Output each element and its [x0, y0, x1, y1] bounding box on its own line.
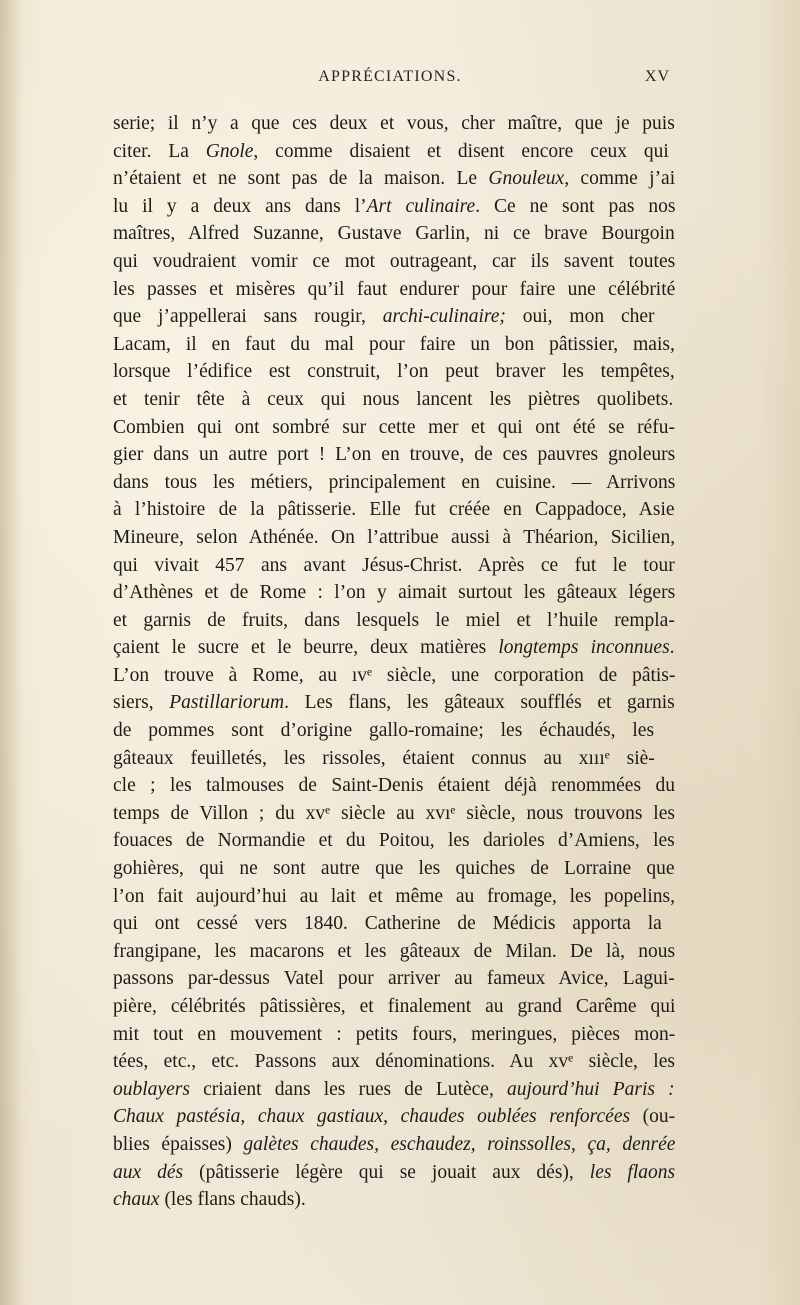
- text-line: [113, 441, 675, 469]
- text-line: [113, 1021, 675, 1049]
- text-line: [113, 800, 675, 828]
- text-line: [113, 772, 675, 800]
- text-run: gâteaux feuilletés, les rissoles, étaient connus au xıııᵉ siè-: [113, 747, 655, 769]
- text-run: frangipane, les macarons et les gâteaux de Milan. De là, nous: [113, 940, 675, 962]
- text-line: [113, 965, 675, 993]
- text-run: mit tout en mouvement : petits fours, meringues, pièces mon-: [113, 1023, 675, 1045]
- text-run: que j’appellerai sans rougir,: [113, 306, 383, 328]
- text-line: [113, 938, 675, 966]
- italic-text: archi-culinaire;: [382, 306, 506, 328]
- text-line: [113, 138, 675, 166]
- text-run: les passes et misères qu’il faut endurer pour faire une célébrité: [113, 278, 675, 300]
- italic-text: oublayers: [113, 1078, 190, 1100]
- text-run: dans tous les métiers, principalement en cuisine. — Arrivons: [113, 471, 675, 493]
- text-line: [113, 469, 675, 497]
- text-run: citer. La: [113, 140, 206, 162]
- text-line: [113, 331, 675, 359]
- text-run: oui, mon cher: [505, 306, 655, 328]
- text-run: Mineure, selon Athénée. On l’attribue aussi à Théarion, Sicilien,: [113, 526, 675, 548]
- italic-text: Art culinaire: [366, 195, 476, 217]
- italic-text: chaux: [113, 1189, 160, 1211]
- text-run: siers,: [113, 692, 170, 714]
- text-run: çaient le sucre et le beurre, deux matières: [113, 637, 499, 659]
- text-run: . Ce ne sont pas nos: [475, 195, 675, 217]
- text-line: [113, 1186, 675, 1214]
- italic-text: Chaux pastésia, chaux gastiaux, chaudes oublées renforcées: [113, 1106, 631, 1128]
- text-run: de pommes sont d’origine gallo-romaine; les échaudés, les: [113, 720, 655, 742]
- text-line: [113, 193, 675, 221]
- text-run: qui ont cessé vers 1840. Catherine de Médicis apporta la: [113, 913, 662, 935]
- italic-text: aux dés: [113, 1161, 184, 1183]
- text-run: et tenir tête à ceux qui nous lancent les piètres quolibets.: [113, 388, 674, 410]
- text-run: fouaces de Normandie et du Poitou, les darioles d’Amiens, les: [113, 830, 675, 852]
- text-run: criaient dans les rues de Lutèce,: [189, 1078, 508, 1100]
- text-run: n’étaient et ne sont pas de la maison. Le: [113, 168, 489, 190]
- text-line: [113, 993, 675, 1021]
- italic-text: aujourd’hui Paris :: [507, 1078, 675, 1100]
- text-line: [113, 1103, 675, 1131]
- text-run: , comme j’ai: [564, 168, 675, 190]
- text-run: l’on fait aujourd’hui au lait et même au fromage, les popelins,: [113, 885, 675, 907]
- text-run: blies épaisses): [113, 1133, 244, 1155]
- text-run: tées, etc., etc. Passons aux dénominations. Au xvᵉ siècle, les: [113, 1051, 675, 1073]
- italic-text: Pastillariorum: [169, 692, 285, 714]
- page-number: XV: [644, 68, 670, 85]
- text-run: serie; il n’y a que ces deux et vous, cher maître, que je puis: [113, 113, 675, 134]
- italic-text: galètes chaudes, eschaudez, roinssolles, ça, denrée: [243, 1133, 675, 1155]
- running-head-title: APPRÉCIATIONS.: [318, 68, 462, 85]
- text-run: (les flans chauds).: [159, 1189, 306, 1211]
- text-run: lu il y a deux ans dans l’: [113, 195, 367, 217]
- text-line: [113, 552, 675, 580]
- italic-text: Gnole: [205, 140, 254, 162]
- text-run: . Les flans, les gâteaux soufflés et garnis: [284, 692, 675, 714]
- text-line: [113, 634, 675, 662]
- text-line: [113, 110, 675, 138]
- text-line: [113, 414, 675, 442]
- text-line: [113, 855, 675, 883]
- text-line: [113, 1159, 675, 1187]
- text-run: passons par-dessus Vatel pour arriver au fameux Avice, Lagui-: [113, 968, 675, 990]
- text-line: [113, 745, 675, 773]
- text-run: d’Athènes et de Rome : l’on y aimait surtout les gâteaux légers: [113, 582, 675, 604]
- text-run: cle ; les talmouses de Saint-Denis étaient déjà renommées du: [113, 775, 675, 797]
- text-run: Combien qui ont sombré sur cette mer et qui ont été se réfu-: [113, 416, 675, 438]
- text-run: pière, célébrités pâtissières, et finalement au grand Carême qui: [113, 996, 675, 1017]
- text-line: [113, 248, 675, 276]
- text-line: [113, 910, 675, 938]
- text-run: maîtres, Alfred Suzanne, Gustave Garlin, ni ce brave Bourgoin: [113, 223, 675, 245]
- text-line: [113, 662, 675, 690]
- text-run: lorsque l’édifice est construit, l’on peut braver les tempêtes,: [113, 361, 675, 383]
- text-run: temps de Villon ; du xvᵉ siècle au xvıᵉ siècle, nous trouvons les: [113, 802, 675, 824]
- body-text: [113, 110, 675, 1214]
- text-run: (ou-: [630, 1106, 675, 1128]
- text-line: [113, 303, 675, 331]
- italic-text: Gnouleux: [488, 168, 565, 190]
- italic-text: les flaons: [589, 1161, 675, 1183]
- text-run: (pâtisserie légère qui se jouait aux dés),: [183, 1161, 590, 1183]
- text-run: qui vivait 457 ans avant Jésus-Christ. Après ce fut le tour: [113, 554, 675, 576]
- text-run: à l’histoire de la pâtisserie. Elle fut créée en Cappadoce, Asie: [113, 499, 675, 521]
- text-line: [113, 1131, 675, 1159]
- text-line: [113, 165, 675, 193]
- text-run: et garnis de fruits, dans lesquels le miel et l’huile rempla-: [113, 609, 675, 631]
- text-line: [113, 827, 675, 855]
- text-line: [113, 1076, 675, 1104]
- text-line: [113, 386, 675, 414]
- text-line: [113, 883, 675, 911]
- text-run: gohières, qui ne sont autre que les quiches de Lorraine que: [113, 858, 675, 880]
- text-run: .: [669, 637, 675, 659]
- text-line: [113, 220, 675, 248]
- text-line: [113, 717, 675, 745]
- page-gutter-shadow: [0, 0, 22, 1305]
- text-run: Lacam, il en faut du mal pour faire un bon pâtissier, mais,: [113, 333, 675, 355]
- text-line: [113, 579, 675, 607]
- text-line: [113, 689, 675, 717]
- text-line: [113, 276, 675, 304]
- text-line: [113, 358, 675, 386]
- text-run: qui voudraient vomir ce mot outrageant, car ils savent toutes: [113, 250, 675, 272]
- text-line: [113, 607, 675, 635]
- text-run: gier dans un autre port ! L’on en trouve, de ces pauvres gnoleurs: [113, 444, 675, 466]
- text-run: L’on trouve à Rome, au ıvᵉ siècle, une corporation de pâtis-: [113, 664, 675, 686]
- text-run: , comme disaient et disent encore ceux qui: [253, 140, 669, 162]
- running-head: [110, 68, 670, 92]
- text-line: [113, 496, 675, 524]
- text-line: [113, 524, 675, 552]
- text-line: [113, 1048, 675, 1076]
- italic-text: longtemps inconnues: [498, 637, 670, 659]
